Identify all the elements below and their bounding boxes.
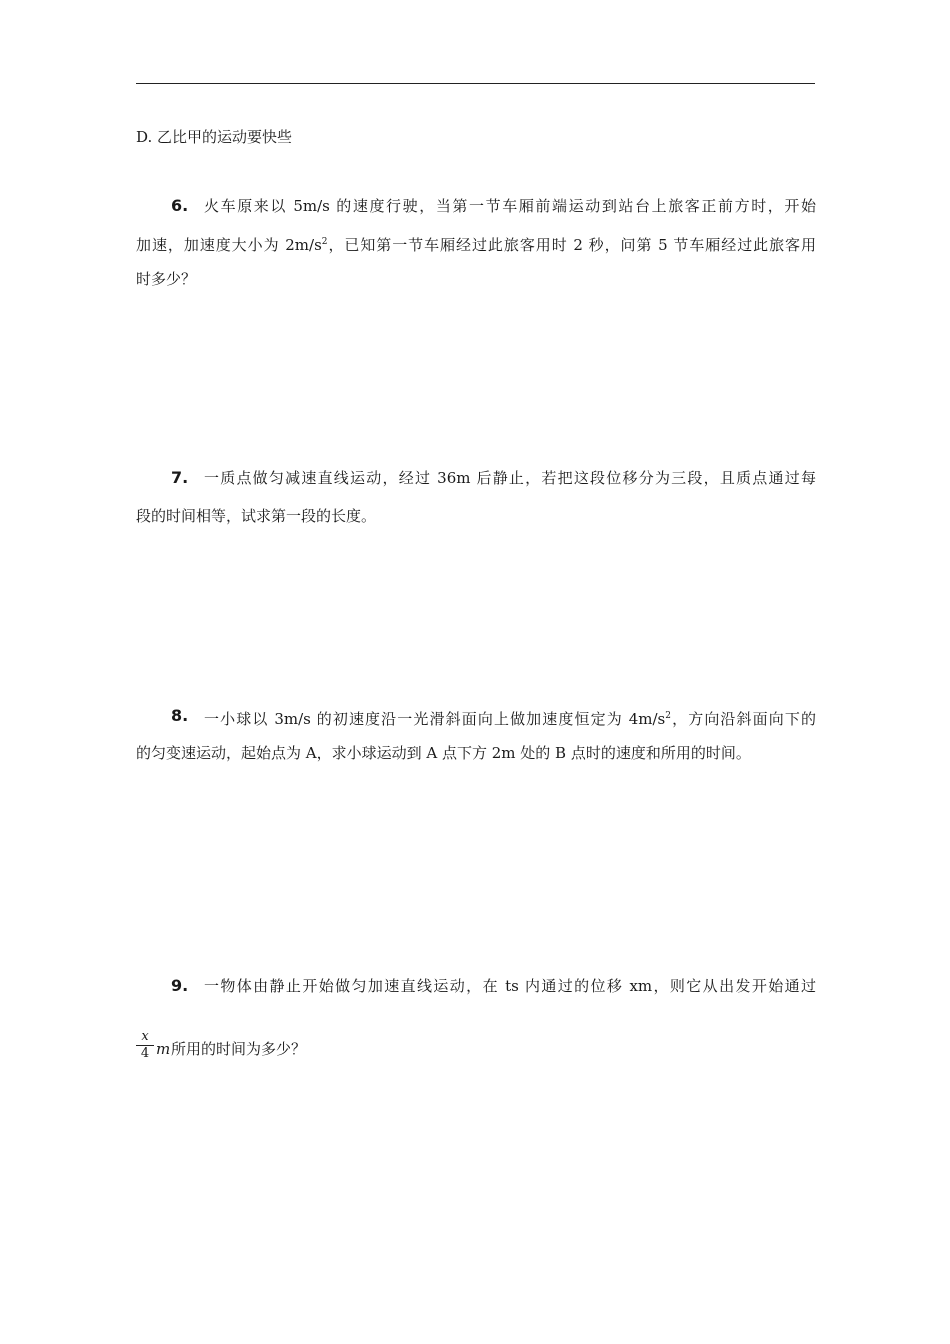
question-8-line-1-pre: 一小球以 3m/s 的初速度沿一光滑斜面向上做加速度恒定为 4m/s xyxy=(204,710,666,728)
question-6-line-2 xyxy=(136,232,816,255)
question-9-line-2: 所用的时间为多少？ xyxy=(171,1040,307,1058)
question-7-line-2: 段的时间相等，试求第一段的长度。 xyxy=(136,507,377,525)
question-9-number: 9. xyxy=(171,976,189,995)
question-8-exponent: 2 xyxy=(665,711,671,721)
question-6-line-2-pre: 加速，加速度大小为 2m/s xyxy=(136,236,322,254)
fraction-x-over-4 xyxy=(136,1030,154,1061)
question-6-exponent: 2 xyxy=(321,237,328,247)
question-6-number: 6. xyxy=(171,196,189,215)
question-8-line-1-post: ，方向沿斜面向下的 xyxy=(670,710,816,728)
unit-m: m xyxy=(156,1040,171,1058)
header-rule xyxy=(136,83,815,84)
question-8-number: 8. xyxy=(171,706,189,725)
question-6-line-2-post: ，已知第一节车厢经过此旅客用时 2 秒，问第 5 节车厢经过此旅客用 xyxy=(327,236,816,254)
question-7-number: 7. xyxy=(171,468,189,487)
question-9-line-1: 一物体由静止开始做匀加速直线运动，在 ts 内通过的位移 xm，则它从出发开始通过 xyxy=(204,977,816,995)
question-6-line-3: 时多少？ xyxy=(136,270,197,288)
fraction-numerator: x xyxy=(141,1029,149,1044)
option-d: D. 乙比甲的运动要快些 xyxy=(136,128,293,146)
question-7-line-1: 一质点做匀减速直线运动，经过 36m 后静止，若把这段位移分为三段，且质点通过每 xyxy=(204,469,816,487)
fraction-denominator: 4 xyxy=(140,1046,150,1061)
question-6-line-1: 火车原来以 5m/s 的速度行驶，当第一节车厢前端运动到站台上旅客正前方时，开始 xyxy=(204,197,816,215)
question-8-line-2: 的匀变速运动，起始点为 A，求小球运动到 A 点下方 2m 处的 B 点时的速度和所用的时间。 xyxy=(136,744,751,762)
question-8-line-1 xyxy=(204,706,816,729)
